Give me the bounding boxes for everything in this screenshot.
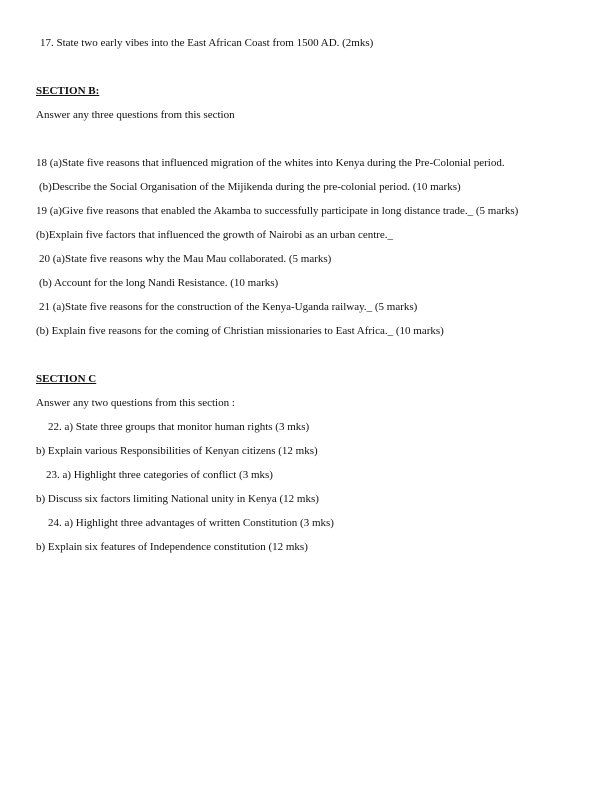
question-21b: (b) Explain five reasons for the coming of Christian missionaries to East Africa._ (10 marks) (36, 325, 444, 337)
question-19a: 19 (a)Give five reasons that enabled the Akamba to successfully participate in long distance trade._ (5 marks) (36, 205, 519, 217)
question-17: 17. State two early vibes into the East African Coast from 1500 AD. (2mks) (40, 37, 374, 49)
question-18b: (b)Describe the Social Organisation of the Mijikenda during the pre-colonial period. (10 marks) (39, 181, 461, 193)
question-19b: (b)Explain five factors that influenced the growth of Nairobi as an urban centre._ (36, 229, 394, 241)
question-22a: 22. a) State three groups that monitor human rights (3 mks) (48, 421, 310, 433)
question-20a: 20 (a)State five reasons why the Mau Mau collaborated. (5 marks) (39, 253, 332, 265)
question-20b: (b) Account for the long Nandi Resistance. (10 marks) (39, 277, 279, 289)
section-b-instruction: Answer any three questions from this section (36, 109, 235, 121)
question-23a: 23. a) Highlight three categories of conflict (3 mks) (46, 469, 273, 481)
question-18a: 18 (a)State five reasons that influenced migration of the whites into Kenya during the Pre-Colonial period. (36, 157, 505, 169)
question-23b: b) Discuss six factors limiting National unity in Kenya (12 mks) (36, 493, 319, 505)
question-21a: 21 (a)State five reasons for the construction of the Kenya-Uganda railway._ (5 marks) (39, 301, 418, 313)
question-24b: b) Explain six features of Independence constitution (12 mks) (36, 541, 308, 553)
section-b-heading: SECTION B: (36, 85, 100, 97)
section-c-instruction: Answer any two questions from this section : (36, 397, 235, 409)
question-22b: b) Explain various Responsibilities of Kenyan citizens (12 mks) (36, 445, 318, 457)
question-24a: 24. a) Highlight three advantages of written Constitution (3 mks) (48, 517, 334, 529)
section-c-heading: SECTION C (36, 373, 97, 385)
